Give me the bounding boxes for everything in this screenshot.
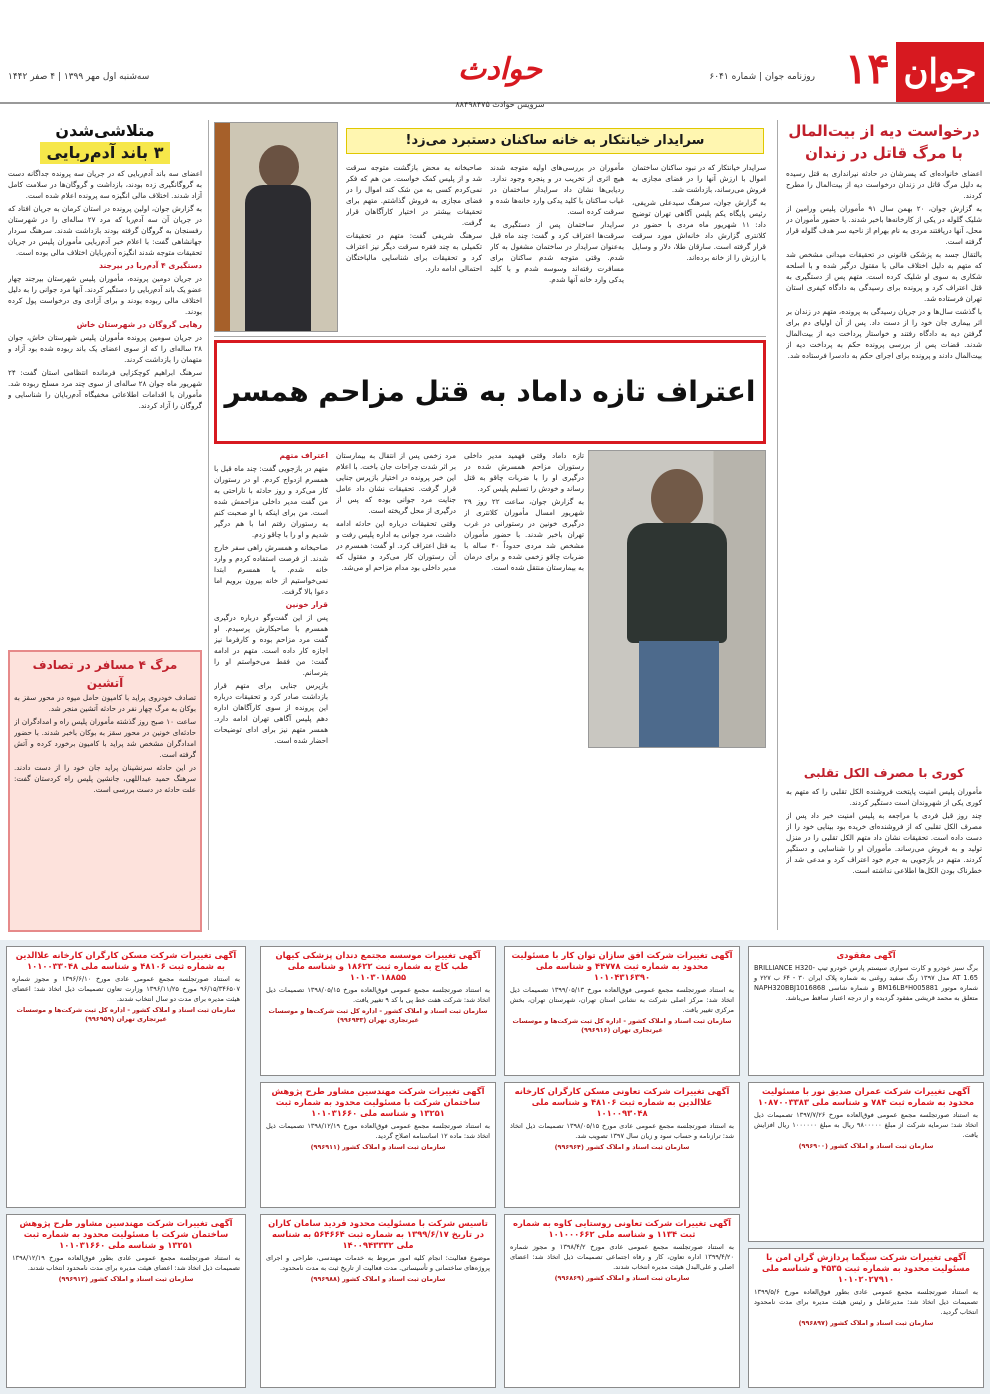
ad-company-change <box>6 1214 246 1388</box>
ad-body: به استناد صورتجلسه مجمع عمومی عادی بطور فوق‌العاده مورخ ۱۳۹۸/۱۲/۱۹ تصمیمات ذیل اتخاذ شد: اعضای هیئت مدیره برای مدت نامحدود انتخاب شدند. <box>12 1254 240 1272</box>
left-column <box>8 120 202 932</box>
ad-footer: سازمان ثبت اسناد و املاک کشور - اداره کل ثبت شرکت‌ها و موسسات غیرتجاری تهران (۹۹۶۹۴۳) <box>268 1007 488 1024</box>
ad-body: به استناد صورتجلسه مجمع عمومی عادی مورخ ۱۳۹۸/۰۵/۱۵ تصمیمات ذیل اتخاذ شد: ترازنامه و حساب سود و زیان سال ۱۳۹۷ تصویب شد. <box>510 1122 734 1140</box>
left-title-line-1: متلاشی‌شدن <box>55 121 155 140</box>
main-col-3 <box>214 450 328 926</box>
ad-footer: سازمان ثبت اسناد و املاک کشور - اداره کل ثبت شرکت‌ها و موسسات غیرتجاری تهران (۹۹۶۹۱۶) <box>512 1017 732 1034</box>
main-subhead-1: اعتراف متهم <box>279 451 328 460</box>
ad-body: موضوع فعالیت: انجام کلیه امور مربوط به خدمات مهندسی، طراحی و اجرای پروژه‌های ساختمانی و تأسیساتی. مدت فعالیت از تاریخ ثبت به مدت نامحدود. <box>266 1254 490 1272</box>
right-body-2: به گزارش جوان، ۲۰ بهمن سال ۹۱ مأموران پلیس ورامین از شلیک گلوله در یکی از کارخانه‌ها باخبر شدند. با حضور مأموران در محل، آنها دریافتند مردی به نام بهرام از ناحیه سر هدف گلوله قرار گرفته است. <box>786 204 982 246</box>
ads-section <box>0 940 990 1394</box>
ad-footer: سازمان ثبت اسناد و املاک کشور (۹۹۶۹۱۲) <box>58 1275 194 1283</box>
top-story-title: سرایدار خیانتکار به خانه ساکنان دستبرد می‌زد! <box>405 133 705 148</box>
main-subhead-2: قرار خونین <box>285 600 328 609</box>
ad-body: به استناد صورتجلسه مجمع عمومی عادی مورخ ۱۳۹۸/۴/۲ و مجوز شماره ۱۳۹۹/۴/۲۰ اداره تعاون، کار و رفاه اجتماعی تصمیمات ذیل اتخاذ شد: اعضای اصلی و علی‌البدل هیئت مدیره انتخاب شدند. <box>510 1243 734 1271</box>
left-body-3: در جریان دومین پرونده، مأموران پلیس شهرستان بیرجند چهار عضو یک باند آدم‌ربایی را دستگیر کردند. آنها مرد جوانی را به دلیل اختلاف مالی ربوده بودند و برای آزادی وی درخواست پول کرده بودند. <box>8 274 202 316</box>
left-subtitle-1: دستگیری ۴ آدم‌ربا در بیرجند <box>99 261 202 270</box>
top-story-col-3 <box>346 162 482 330</box>
ad-title: آگهی تغییرات شرکت سیگما پردازش گران امن با مسئولیت محدود به شماره ثبت ۴۵۳۵ و شناسه ملی ۱۰۱۰۲۰۲۷۹۱۰ <box>762 1252 970 1284</box>
main-col-1 <box>464 450 584 926</box>
ad-body: برگ سبز خودرو و کارت سواری سیستم پارس خودرو تیپ BRILLIANCE H320-AT 1.65 مدل ۱۳۹۷ رنگ سفید روغنی به شماره پلاک ایران ۳۰ - ۶۴ ب ۲۲۷ و شماره موتور BM16LB*H005881 و شماره شاسی NAPH320BBJ1016868 متعلق به محمد قریشی مفقود گردیده و از درجه اعتبار ساقط می‌باشد. <box>754 964 979 1002</box>
right-column-body-2 <box>786 786 982 956</box>
top-story-title-box <box>346 128 764 154</box>
ad-title: آگهی تغییرات شرکت تعاونی روستایی کاوه به شماره ثبت ۱۱۳۴ و شناسه ملی ۱۰۱۰۰۰۶۶۲ <box>513 1218 731 1239</box>
right-body-1: اعضای خانواده‌ای که پسرشان در حادثه نیرانداری به قتل رسیده به دلیل مرگ قاتل در زندان درخواست دیه از بیت‌المال را مطرح کردند. <box>786 169 982 200</box>
ad-company-change <box>6 946 246 1208</box>
right-column <box>786 120 982 930</box>
left-body-4: در جریان سومین پرونده مأموران پلیس شهرستان خاش، جوان ۲۸ ساله‌ای را که از سوی اعضای یک باند ربوده شده بود آزاد و متهمان را بازداشت کردند. <box>8 333 202 364</box>
ad-title: آگهی تغییرات شرکت مهندسین مشاور طرح پژوهش ساختمان شرکت با مسئولیت محدود به شماره ثبت ۱۳۲۵۱ و شناسه ملی ۱۰۱۰۳۱۶۶۰ <box>271 1086 485 1118</box>
ad-footer: سازمان ثبت اسناد و املاک کشور (۹۹۶۹۸۸) <box>310 1275 446 1283</box>
column-divider <box>208 120 209 930</box>
section-title: حوادث <box>458 52 542 87</box>
issue-line: روزنامه جوان | شماره ۶۰۴۱ <box>709 72 815 82</box>
ad-footer: سازمان ثبت اسناد و املاک کشور - اداره کل ثبت شرکت‌ها و موسسات غیرتجاری تهران (۹۹۶۹۵۹) <box>16 1006 236 1023</box>
ad-title: تاسیس شرکت با مسئولیت محدود فردید سامان کاران در تاریخ ۱۳۹۹/۶/۱۷ به شماره ثبت ۵۶۴۶۶۴ به شناسه ملی ۱۴۰۰۹۴۳۳۳۲ <box>268 1218 488 1250</box>
ad-title: آگهی تغییرات شرکت عمران صدیق نور با مسئولیت محدود به شماره ثبت ۷۸۴ و شناسه ملی ۱۰۸۷۰۰۳۳۸۳ <box>757 1086 975 1107</box>
ad-title: آگهی تغییرات شرکت تعاونی مسکن کارگران کارخانه علاالدین به شماره ثبت ۴۸۱۰۶ و شناسه ملی ۱۰۱۰۰۹۳۰۴۸ <box>514 1086 730 1118</box>
top-body-2: به گزارش جوان، سرهنگ سیدعلی شریفی، رئیس پایگاه یکم پلیس آگاهی تهران توضیح داد: ۱۱ شهریور ماه مردی با حضور در کلانتری گزارش داد خانه‌اش مورد سرقت قرار گرفته است. سارقان طلا، دلار و وسایل با ارزش را از خانه برده‌اند. <box>632 198 766 262</box>
ad-company-change <box>504 1082 740 1208</box>
left-body-1: اعضای سه باند آدم‌ربایی که در جریان سه پرونده جداگانه دست به گروگانگیری زده بودند، بازداشت و گروگان‌ها در سلامت کامل آزاد شدند. اختلاف مالی انگیزه سه پرونده اعلام شده است. <box>8 169 202 200</box>
right-body-4: با گذشت سال‌ها و در جریان رسیدگی به پرونده، متهم در زندان بر اثر بیماری جان خود را از دست داد. پس از آن اولیای دم برای گرفتن دیه به دادگاه رفتند و خواستار پرداخت دیه از بیت‌المال شدند. قضات پس از بررسی پرونده حکم به پرداخت دیه از بیت‌المال دادند و پرونده برای اجرای حکم به دادسرا فرستاده شد. <box>786 307 982 360</box>
ad-body: به استناد صورتجلسه مجمع عمومی فوق‌العاده مورخ ۱۳۹۷/۷/۲۶ تصمیمات ذیل اتخاذ شد: سرمایه شرکت از مبلغ ۹۸۰۰۰۰۰ ریال به مبلغ ۱۰۰۰۰۰۰ ریال افزایش یافت. <box>754 1111 978 1139</box>
right-body-6: چند روز قبل فردی با مراجعه به پلیس امنیت خبر داد پس از مصرف الکل تقلبی که از فروشنده‌ای خریده بود بینایی خود را از دست داده است. تحقیقات نشان داد متهم الکل تقلبی را در منزل تولید و به فروش می‌رساند. مأموران او را شناسایی و دستگیر کردند. متهم در بازجویی به جرم خود اعتراف کرد و مدعی شد از خطرناک بودن الکل‌ها اطلاعی نداشته است. <box>786 811 982 875</box>
top-body-5: صاحبخانه به محض بازگشت متوجه سرقت شد و از پلیس کمک خواست. من هم که فکر نمی‌کردم کسی به من شک کند اموال را در فضای مجازی به فروش گذاشتم. متهم برای تحقیقات بیشتر در اختیار کارآگاهان قرار گرفت. <box>346 163 482 227</box>
left-body-2: به گزارش جوان، اولین پرونده در استان کرمان به جریان افتاد که در جریان آن سه آدم‌ربا که مرد ۲۷ ساله‌ای را در شهرستان رفسنجان به گروگان گرفته بودند بازداشت شدند. سرهنگ سردار جهانشاهی گفت: با اعلام خبر آدم‌ربایی مأموران پلیس در جریان تحقیقات متوجه شدند انگیزه آدم‌ربایان اختلاف مالی بوده است. <box>8 204 202 257</box>
ad-lost-documents <box>748 946 984 1076</box>
arrested-man-photo <box>588 450 766 748</box>
main-story <box>214 340 766 932</box>
ad-company-change <box>260 1082 496 1208</box>
left-column-body <box>8 168 202 618</box>
accident-box-body <box>14 692 196 942</box>
ad-company-change <box>260 946 496 1076</box>
ad-body: به استناد صورتجلسه مجمع عمومی عادی بطور فوق‌العاده مورخ ۱۳۹۹/۵/۶ تصمیمات ذیل اتخاذ شد: مدیرعامل و رئیس هیئت مدیره برای مدت نامحدود انتخاب گردید. <box>754 1288 978 1316</box>
masthead <box>0 42 990 109</box>
main-body-6: صاحبخانه و همسرش راهی سفر خارج شدند. از فرصت استفاده کردم و وارد خانه شدم. با همسرم ابتدا نمی‌خواستیم از خانه بیرون برویم اما دعوا بالا گرفت. <box>214 543 328 596</box>
ad-body: به استناد صورتجلسه مجمع عمومی فوق‌العاده مورخ ۱۳۹۸/۰۵/۱۵ تصمیمات ذیل اتخاذ شد: شرکت هفت خط پی با کد ۹ تغییر یافت. <box>266 986 490 1004</box>
ad-footer: سازمان ثبت اسناد و املاک کشور (۹۹۶۹۱۱) <box>310 1143 446 1151</box>
suspect-photo <box>214 122 338 332</box>
ad-title: آگهی تغییرات شرکت مهندسین مشاور طرح پژوهش ساختمان شرکت با مسئولیت محدود به شماره ثبت ۱۳۲۵۱ و شناسه ملی ۱۰۱۰۳۱۶۶۰ <box>19 1218 233 1250</box>
left-subtitle-2: رهایی گروگان در شهرستان خاش <box>76 320 202 329</box>
top-body-4: سرایدار ساختمان پس از دستگیری به سرقت‌ها اعتراف کرد و گفت: چند ماه قبل به‌عنوان سرایدار در ساختمان مشغول به کار شدم. وقتی متوجه شدم ساکنان برای مسافرت رفته‌اند وسوسه شدم و با کلید یدکی وارد خانه آنها شدم. <box>490 220 624 284</box>
column-divider <box>777 120 778 930</box>
left-title-line-2: ۳ باند آدم‌ربایی <box>40 142 169 164</box>
section-subtitle: سرویس حوادث ۸۸۴۹۸۴۷۵ <box>455 100 545 109</box>
newspaper-logo: جوان <box>896 42 984 102</box>
main-body-5: متهم در بازجویی گفت: چند ماه قبل با همسرم ازدواج کردم. او در رستوران کار می‌کرد و روز حادثه با ناراحتی به من گفت مدیر داخلی مزاحمش شده است. من برای اینکه با او صحبت کنم به رستوران رفتم اما با هم درگیر شدیم و او را با چاقو زدم. <box>214 464 328 539</box>
ad-footer: سازمان ثبت اسناد و املاک کشور (۹۹۶۹۶۴) <box>554 1143 690 1151</box>
main-col-2 <box>336 450 456 926</box>
main-body-3: مرد زخمی پس از انتقال به بیمارستان بر اثر شدت جراحات جان باخت. با اعلام این خبر پرونده در اختیار بازپرس جنایی قرار گرفت. تحقیقات نشان داد عامل جنایت مرد جوانی بوده که پس از درگیری از محل گریخته است. <box>336 451 456 515</box>
top-story-col-2 <box>490 162 624 330</box>
right-column-body <box>786 168 982 638</box>
accident-box <box>8 650 202 932</box>
top-body-1: سرایدار خیانتکار که در نبود ساکنان ساختمان اموال با ارزش آنها را در فضای مجازی به فروش می‌رساند، بازداشت شد. <box>632 163 766 194</box>
top-body-6: سرهنگ شریفی گفت: متهم در تحقیقات تکمیلی به چند فقره سرقت دیگر نیز اعتراف کرد و تحقیقات برای شناسایی مالباختگان احتمالی ادامه دارد. <box>346 231 482 273</box>
right-column-title: درخواست دیه از بیت‌المال با مرگ قاتل در زندان <box>788 122 980 162</box>
ad-footer: سازمان ثبت اسناد و املاک کشور (۹۹۶۹۰۰) <box>798 1142 934 1150</box>
section-divider <box>214 336 766 337</box>
accident-body-3: در این حادثه سرنشینان پراید جان خود را از دست دادند. سرهنگ حمید عبداللهی، جانشین پلیس راه کردستان گفت: علت حادثه در دست بررسی است. <box>14 763 196 794</box>
accident-body-1: تصادف خودروی پراید با کامیون حامل میوه در محور سقز به بوکان به مرگ چهار نفر در حادثه آتشین منجر شد. <box>14 693 196 713</box>
main-body-7: پس از این گفت‌وگو درباره درگیری همسرم با صاحبکارش پرسیدم. او گفت مرد مزاحم بوده و کارفرما نیز اجازه کار داده است. متهم در ادامه گفت: من فقط می‌خواستم او را بترسانم. <box>214 613 328 677</box>
ad-footer: سازمان ثبت اسناد و املاک کشور (۹۹۶۸۶۹) <box>554 1274 690 1282</box>
accident-box-title: مرگ ۴ مسافر در تصادف آتشین <box>32 658 178 690</box>
date-line: سه‌شنبه اول مهر ۱۳۹۹ | ۴ صفر ۱۴۴۲ <box>8 72 150 82</box>
ad-title: آگهی مفقودی <box>836 950 896 960</box>
top-story <box>214 122 766 332</box>
ad-body: به استناد صورتجلسه مجمع عمومی عادی مورخ ۱۳۹۶/۶/۱۰ و مجوز شماره ۹۶/۱۵/۳۴۶۵۰۷ مورخ ۱۳۹۶/۱۱/۲۵ وزارت تعاون تصمیمات ذیل اتخاذ شد: اعضای هیئت مدیره برای مدت دو سال انتخاب شدند. <box>12 975 240 1003</box>
ad-body: به استناد صورتجلسه مجمع عمومی فوق‌العاده مورخ ۱۳۹۹/۰۵/۱۳ تصمیمات ذیل اتخاذ شد: مرکز اصلی شرکت به نشانی استان تهران، شهرستان تهران، بخش مرکزی تغییر یافت. <box>510 986 734 1014</box>
main-body-2: به گزارش جوان، ساعت ۲۲ روز ۲۹ شهریور امسال مأموران کلانتری از درگیری خونین در رستورانی در غرب تهران باخبر شدند. با حضور مأموران مشخص شد مردی حدوداً ۴۰ ساله با ضربات چاقو زخمی شده و برای درمان به بیمارستان منتقل شده است. <box>464 497 584 572</box>
ad-company-change <box>748 1248 984 1388</box>
main-body-8: بازپرس جنایی برای متهم قرار بازداشت صادر کرد و تحقیقات درباره این پرونده از سوی کارآگاهان اداره دهم پلیس آگاهی تهران ادامه دارد. همسر متهم نیز برای ادای توضیحات احضار شده است. <box>214 681 328 745</box>
left-column-title <box>8 120 202 164</box>
ad-body: به استناد صورتجلسه مجمع عمومی فوق‌العاده مورخ ۱۳۹۸/۱۲/۱۹ تصمیمات ذیل اتخاذ شد: ماده ۱۲ اساسنامه اصلاح گردید. <box>266 1122 490 1140</box>
ad-company-registration <box>260 1214 496 1388</box>
right-body-3: بالتقال جسد به پزشکی قانونی در تحقیقات میدانی مشخص شد که متهم به دلیل اختلاف مالی با مقتول درگیر شده و با اسلحه شکاری به سوی او شلیک کرده است. متهم پس از دستگیری به قتل اعتراف کرد و پرونده برای رسیدگی به دادگاه کیفری استان تهران فرستاده شد. <box>786 250 982 303</box>
ad-company-change <box>504 1214 740 1388</box>
main-headline: اعتراف تازه داماد به قتل مزاحم همسر <box>224 375 756 408</box>
accident-body-2: ساعت ۱۰ صبح روز گذشته مأموران پلیس راه و امدادگران از حادثه‌ای خونین در محور سقز به بوکان باخبر شدند. با حضور امدادگران مشخص شد پراید با کامیون برخورد کرده و آتش گرفته است. <box>14 717 196 759</box>
top-story-col-1 <box>632 162 766 330</box>
ad-title: آگهی تغییرات شرکت مسکن کارگران کارخانه علاالدین به شماره ثبت ۴۸۱۰۶ و شناسه ملی ۱۰۱۰۰۳۳۰۴۸ <box>15 950 237 971</box>
main-body-1: تازه داماد وقتی فهمید مدیر داخلی رستوران مزاحم همسرش شده در درگیری او را با ضربات چاقو به قتل رساند و خودش را تسلیم پلیس کرد. <box>464 451 584 493</box>
top-body-3: مأموران در بررسی‌های اولیه متوجه شدند هیچ اثری از تخریب در و پنجره وجود ندارد. ردیابی‌ها نشان داد سرایدار ساختمان در غیاب ساکنان با کلید یدکی وارد خانه‌ها شده و سرقت کرده است. <box>490 163 624 216</box>
ad-company-change <box>504 946 740 1076</box>
ad-title: آگهی تغییرات موسسه مجتمع دندان پزشکی کیهان طب کاج به شماره ثبت ۱۸۶۲۲ و شناسه ملی ۱۰۱۰۳۰۱۸۸۵۵ <box>275 950 481 982</box>
right-column-subtitle: کوری با مصرف الکل تقلبی <box>803 766 965 780</box>
ad-footer: سازمان ثبت اسناد و املاک کشور (۹۹۶۸۹۷) <box>798 1319 934 1327</box>
main-headline-box <box>214 340 766 444</box>
page-number: ۱۴ <box>844 44 890 93</box>
main-body-4: وقتی تحقیقات درباره این حادثه ادامه داشت، مرد جوانی به اداره پلیس رفت و به قتل اعتراف کرد. او گفت: همسرم در آن رستوران کار می‌کرد و مقتول که مدیر داخلی بود مدام مزاحم او می‌شد. <box>336 519 456 572</box>
ad-company-change <box>748 1082 984 1242</box>
left-body-5: سرهنگ ابراهیم کوچکزایی فرمانده انتظامی استان گفت: ۲۴ شهریور ماه جوان ۲۸ ساله‌ای از سوی چند مرد مسلح ربوده شد. مأموران با اقدامات اطلاعاتی مخفیگاه آدم‌ربایان را شناسایی و گروگان را آزاد کردند. <box>8 368 202 410</box>
ad-title: آگهی تغییرات شرکت افق سازان توان کار با مسئولیت محدود به شماره ثبت ۴۴۷۷۸ و شناسه ملی ۱۰۱۰۴۳۱۶۳۹۰ <box>511 950 733 982</box>
right-body-5: مأموران پلیس امنیت پایتخت فروشنده الکل تقلبی را که متهم به کوری یکی از شهروندان است دستگیر کردند. <box>786 787 982 807</box>
